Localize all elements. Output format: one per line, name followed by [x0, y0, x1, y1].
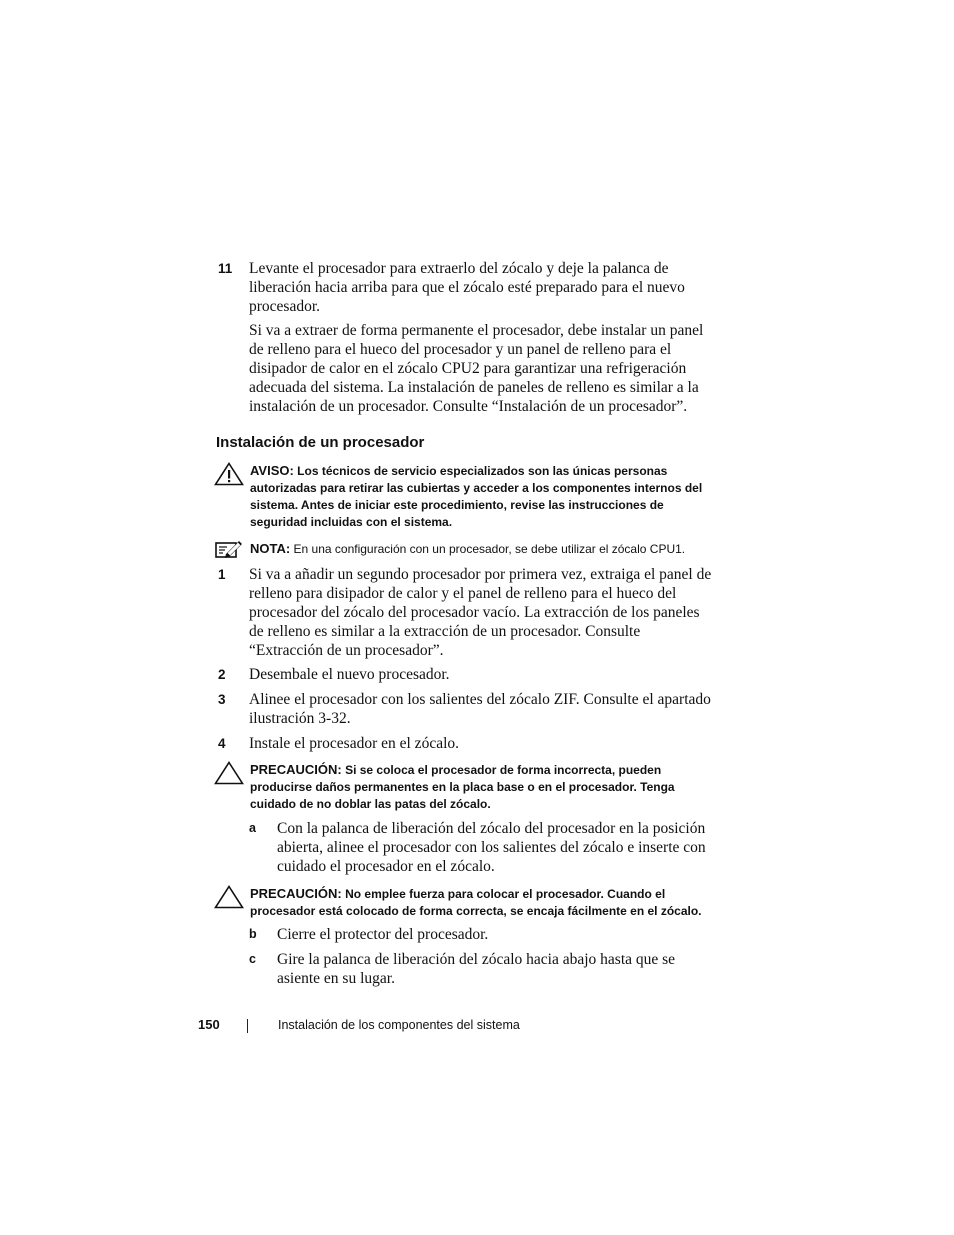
- substep-text: Cierre el protector del procesador.: [277, 926, 489, 943]
- warning-label: AVISO:: [250, 463, 294, 478]
- step-text: Alinee el procesador con los salientes del zócalo ZIF. Consulte el apartado ilustración 3-32.: [249, 691, 711, 727]
- substep-b: [249, 925, 719, 944]
- note-notice: [214, 540, 719, 558]
- caution-triangle-icon: [214, 885, 244, 909]
- caution-triangle-icon: [214, 761, 244, 785]
- step-number: 3: [218, 692, 226, 707]
- caution-notice-2: [214, 885, 719, 920]
- substep-letter: c: [249, 952, 256, 966]
- step-1: [218, 565, 718, 660]
- step-number: 4: [218, 736, 226, 751]
- step-3: [218, 690, 718, 728]
- step-text: Si va a añadir un segundo procesador por primera vez, extraiga el panel de relleno para disipador de calor y el panel de relleno para el hueco del procesador del zócalo del procesador vacío. La extracción de los paneles de relleno es similar a la extracción de un procesador. Consulte “Extracción de un procesador”.: [249, 566, 712, 659]
- step-number: 2: [218, 667, 226, 682]
- step-text: Instale el procesador en el zócalo.: [249, 735, 460, 752]
- substep-letter: a: [249, 821, 256, 835]
- substep-a: [249, 819, 719, 876]
- step-4: [218, 734, 718, 753]
- step-11: [218, 259, 718, 316]
- caution-text: Si se coloca el procesador de forma incorrecta, pueden producirse daños permanentes en la placa base o en el procesador. Tenga cuidado de no doblar las patas del zócalo.: [250, 763, 675, 811]
- step-number: 1: [218, 567, 226, 582]
- footer-divider: [247, 1019, 248, 1033]
- note-text: En una configuración con un procesador, se debe utilizar el zócalo CPU1.: [293, 542, 686, 556]
- section-heading: Instalación de un procesador: [216, 434, 425, 451]
- step-number: 11: [218, 261, 233, 276]
- caution-notice-1: [214, 761, 719, 813]
- substep-text: Gire la palanca de liberación del zócalo hacia abajo hasta que se asiente en su lugar.: [277, 951, 676, 987]
- step-11-note-paragraph: Si va a extraer de forma permanente el procesador, debe instalar un panel de relleno para el hueco del procesador y un panel de relleno para el disipador de calor en el zócalo CPU2 para garantizar una refrigeración adecuada del sistema. La instalación de paneles de relleno es similar a la instalación de un procesador. Consulte “Instalación de un procesador”.: [249, 322, 704, 415]
- step-2: [218, 665, 718, 684]
- pencil-note-icon: [214, 540, 244, 564]
- page-footer: [198, 1015, 718, 1035]
- note-label: NOTA:: [250, 541, 291, 556]
- caution-label: PRECAUCIÓN:: [250, 762, 342, 777]
- warning-notice: [214, 462, 719, 531]
- step-text: Desembale el nuevo procesador.: [249, 666, 450, 683]
- substep-letter: b: [249, 927, 257, 941]
- step-text: Levante el procesador para extraerlo del zócalo y deje la palanca de liberación hacia arriba para que el zócalo esté preparado para el nuevo procesador.: [249, 260, 685, 315]
- caution-text: No emplee fuerza para colocar el procesador. Cuando el procesador está colocado de forma correcta, se encaja fácilmente en el zócalo.: [250, 887, 702, 918]
- page-number: 150: [198, 1017, 220, 1032]
- chapter-title: Instalación de los componentes del sistema: [278, 1018, 520, 1032]
- warning-triangle-icon: [214, 462, 244, 486]
- substep-c: [249, 950, 719, 988]
- caution-label: PRECAUCIÓN:: [250, 886, 342, 901]
- warning-text: Los técnicos de servicio especializados son las únicas personas autorizadas para retirar las cubiertas y acceder a los componentes internos del sistema. Antes de iniciar este procedimiento, revise las instrucciones de seguridad incluidas con el sistema.: [250, 464, 703, 529]
- substep-text: Con la palanca de liberación del zócalo del procesador en la posición abierta, alinee el procesador con los salientes del zócalo e inserte con cuidado el procesador en el zócalo.: [277, 820, 706, 875]
